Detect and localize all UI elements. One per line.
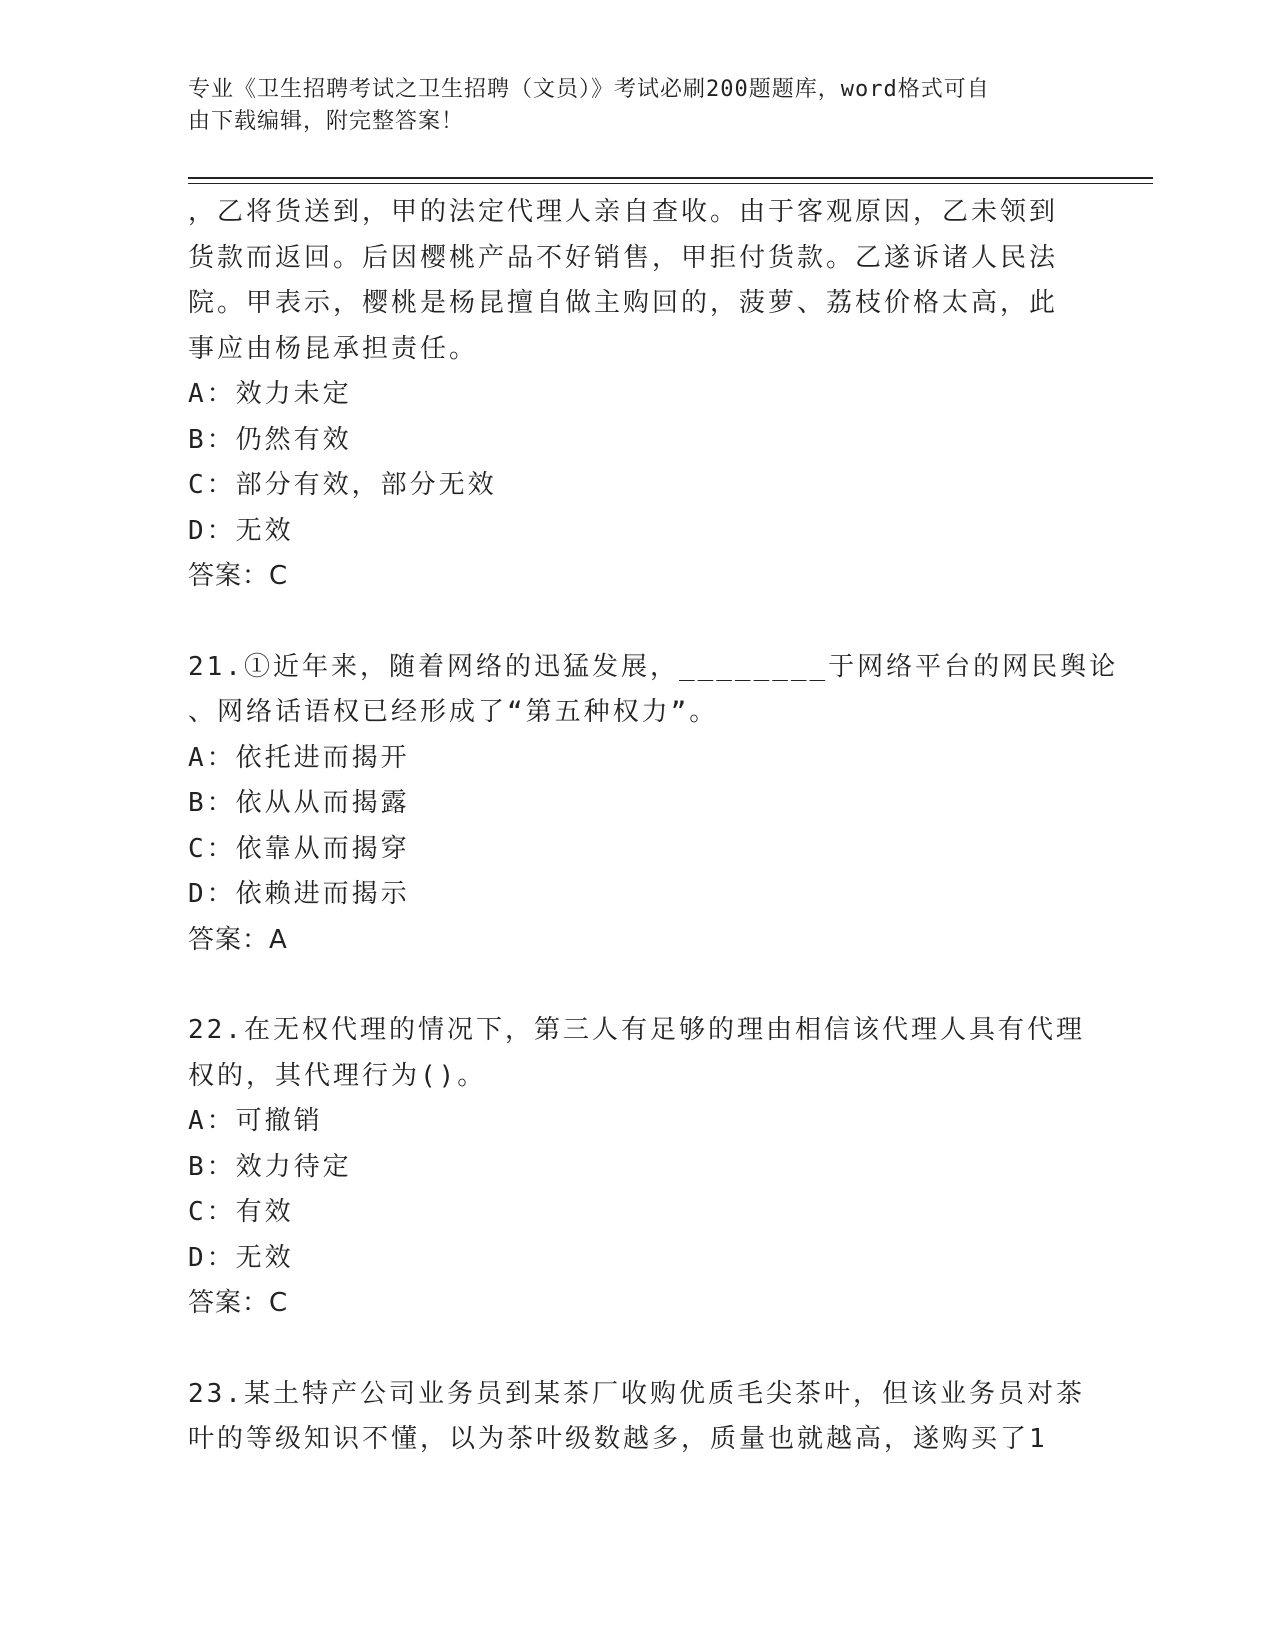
option-a: A：可撤销 bbox=[188, 1106, 323, 1136]
question-text-line: ，乙将货送到，甲的法定代理人亲自查收。由于客观原因，乙未领到 bbox=[188, 197, 1059, 227]
option-c: C：有效 bbox=[188, 1197, 294, 1227]
option-b: B：依从从而揭露 bbox=[188, 788, 410, 818]
answer-line: 答案：A bbox=[188, 924, 288, 955]
answer-line: 答案：C bbox=[188, 1288, 289, 1318]
header-line-1: 专业《卫生招聘考试之卫生招聘（文员）》考试必刷200题题库，word格式可自 bbox=[188, 77, 990, 102]
option-b: B：仍然有效 bbox=[188, 424, 352, 455]
question-text-line: 院。甲表示，樱桃是杨昆擅自做主购回的，菠萝、荔枝价格太高，此 bbox=[188, 288, 1059, 318]
question-block-21 bbox=[188, 645, 1119, 964]
question-text-line: 23.某土特产公司业务员到某茶厂收购优质毛尖茶叶，但该业务员对茶 bbox=[188, 1378, 1085, 1409]
spacer bbox=[188, 600, 1088, 645]
header-rule-thick bbox=[188, 177, 1153, 179]
question-text-line: 21.①近年来，随着网络的迅猛发展，________于网络平台的网民舆论 bbox=[188, 651, 1119, 682]
question-text-line: 货款而返回。后因樱桃产品不好销售，甲拒付货款。乙遂诉诸人民法 bbox=[188, 242, 1059, 273]
option-d: D：依赖进而揭示 bbox=[188, 879, 410, 909]
header-rule-thin bbox=[188, 183, 1153, 184]
option-d: D：无效 bbox=[188, 515, 294, 546]
question-text-line: 权的，其代理行为()。 bbox=[188, 1060, 487, 1091]
question-block-23 bbox=[188, 1372, 1088, 1463]
question-block-continued bbox=[188, 190, 1088, 600]
option-d: D：无效 bbox=[188, 1242, 294, 1273]
question-text-line: 事应由杨昆承担责任。 bbox=[188, 333, 479, 364]
option-a: A：依托进而揭开 bbox=[188, 742, 410, 773]
header-line-2: 由下载编辑，附完整答案！ bbox=[188, 109, 465, 134]
spacer bbox=[188, 1327, 1088, 1372]
document-header bbox=[188, 74, 1068, 138]
question-text-line: 、网络话语权已经形成了“第五种权力”。 bbox=[188, 697, 719, 727]
question-block-22 bbox=[188, 1008, 1088, 1327]
spacer bbox=[188, 963, 1088, 1008]
option-c: C：部分有效，部分无效 bbox=[188, 470, 497, 500]
answer-line: 答案：C bbox=[188, 561, 289, 591]
option-b: B：效力待定 bbox=[188, 1151, 352, 1182]
option-a: A：效力未定 bbox=[188, 379, 352, 409]
question-text-line: 22.在无权代理的情况下，第三人有足够的理由相信该代理人具有代理 bbox=[188, 1015, 1085, 1045]
question-content bbox=[188, 190, 1119, 1463]
option-c: C：依靠从而揭穿 bbox=[188, 833, 410, 864]
question-text-line: 叶的等级知识不懂，以为茶叶级数越多，质量也就越高，遂购买了1 bbox=[188, 1424, 1048, 1454]
